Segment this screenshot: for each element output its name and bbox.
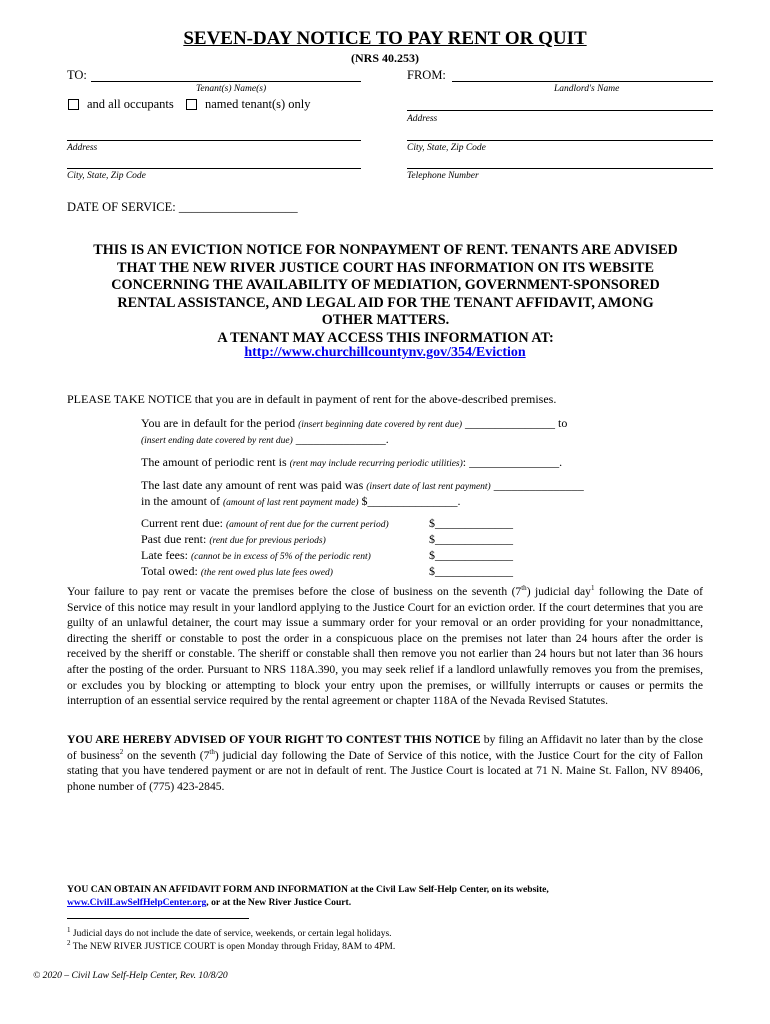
period-begin-hint: (insert beginning date covered by rent due) [298, 420, 462, 430]
contest-text: by filing an Affidavit no later than by the close of business [67, 733, 703, 762]
amount-field[interactable]: $_____________ [429, 548, 513, 562]
landlord-phone-field[interactable] [407, 168, 713, 169]
notice-line: THIS IS AN EVICTION NOTICE FOR NONPAYMENT OF RENT. TENANTS ARE ADVISED [93, 242, 678, 258]
amount-label: Total owed: [141, 564, 198, 578]
landlord-city-caption: City, State, Zip Code [407, 143, 486, 153]
amount-row [141, 564, 541, 580]
amount-label: Current rent due: [141, 516, 223, 530]
last-paid-amount-field[interactable]: $_______________. [361, 494, 461, 508]
amount-hint: (rent due for previous periods) [209, 536, 326, 546]
failure-to-pay-paragraph [67, 584, 703, 709]
periodic-rent-line [141, 455, 562, 470]
amount-field[interactable]: $_____________ [429, 564, 513, 578]
periodic-rent-lead: The amount of periodic rent is [141, 455, 287, 469]
date-of-service-field[interactable]: ___________________ [178, 200, 298, 214]
period-lead: You are in default for the period [141, 416, 296, 430]
last-paid-field[interactable]: _______________ [493, 478, 584, 492]
amounts-table [141, 516, 541, 580]
amount-row [141, 532, 541, 548]
all-occupants-checkbox[interactable] [68, 99, 79, 110]
amount-hint: (amount of rent due for the current period) [225, 520, 389, 530]
date-of-service [67, 200, 298, 215]
period-end-hint: (insert ending date covered by rent due) [141, 436, 293, 446]
affidavit-line: YOU CAN OBTAIN AN AFFIDAVIT FORM AND INFORMATION at the Civil Law Self-Help Center, on its website, [67, 884, 549, 895]
ordinal-suffix: th [521, 584, 527, 593]
contest-notice-paragraph [67, 732, 703, 794]
last-paid-hint: (insert date of last rent payment) [366, 482, 491, 492]
ordinal-suffix: th [209, 747, 215, 756]
amount-label: Past due rent: [141, 532, 207, 546]
failure-text: following the Date of Service of this notice may result in your landlord applying to the Justice Court for an eviction order. If the court determines that you are guilty of an unlawful detainer, the court may issue a summary order for your removal or an order providing for your nonadmittance, directing the sheriff or constable to post the order in a conspicuous place on the premises not later than 24 hours after the order is received by the sheriff or constable. The sheriff or constable shall then remove you not earlier than 24 hours but not later than 36 hours after the posting of the order. Pursuant to NRS 118A.390, you may seek relief if a landlord unlawfully removes you from the premises, or excludes you by blocking or attempting to block your entry upon the premises, or willfully interrupts or causes or permits the interruption of an essential service required by the rental agreement or chapter 118A of the Nevada Revised Statutes. [67, 585, 704, 708]
named-tenants-label: named tenant(s) only [205, 97, 311, 111]
copyright-footer: © 2020 – Civil Law Self-Help Center, Rev. 10/8/20 [33, 970, 228, 981]
amount-label: Late fees: [141, 548, 188, 562]
affidavit-info [67, 883, 703, 909]
contest-text: on the seventh (7 [123, 748, 210, 762]
footnote-text: Judicial days do not include the date of service, weekends, or certain legal holidays. [70, 929, 392, 939]
last-paid-amount-lead: in the amount of [141, 494, 220, 508]
tenant-address-field[interactable] [67, 140, 361, 141]
last-paid-amount-line [141, 494, 461, 509]
contest-heading: YOU ARE HEREBY ADVISED OF YOUR RIGHT TO CONTEST THIS NOTICE [67, 733, 481, 746]
eviction-info-link[interactable]: http://www.churchillcountynv.gov/354/Eviction [244, 345, 526, 360]
footnote-number: 2 [67, 938, 71, 947]
tenant-address-caption: Address [67, 143, 98, 153]
tenant-name-field[interactable] [91, 81, 361, 82]
default-period-line [141, 416, 567, 431]
notice-line: CONCERNING THE AVAILABILITY OF MEDIATION, GOVERNMENT-SPONSORED [111, 277, 660, 293]
landlord-name-caption: Landlord's Name [554, 84, 620, 94]
periodic-rent-hint: (rent may include recurring periodic utilities) [289, 459, 463, 469]
periodic-rent-field[interactable]: : _______________. [462, 455, 563, 469]
last-paid-lead: The last date any amount of rent was paid was [141, 478, 364, 492]
landlord-name-field[interactable] [452, 81, 713, 82]
last-paid-line [141, 478, 584, 493]
amount-row [141, 548, 541, 564]
footnote-text: The NEW RIVER JUSTICE COURT is open Monday through Friday, 8AM to 4PM. [70, 941, 396, 952]
failure-text: ) judicial day [526, 585, 591, 598]
period-begin-field[interactable]: _______________ [465, 416, 555, 430]
named-tenants-checkbox[interactable] [186, 99, 197, 110]
notice-line: RENTAL ASSISTANCE, AND LEGAL AID FOR THE TENANT AFFIDAVIT, AMONG [117, 294, 654, 311]
notice-line: OTHER MATTERS. [321, 312, 450, 328]
footnote-ref: 2 [119, 747, 124, 756]
amount-field[interactable]: $_____________ [429, 532, 513, 546]
landlord-address-field[interactable] [407, 110, 713, 111]
tenant-city-caption: City, State, Zip Code [67, 171, 146, 181]
footnote-ref: 1 [590, 584, 595, 593]
default-period-end-line [141, 432, 389, 447]
period-end-field[interactable]: _______________. [295, 432, 389, 446]
tenant-name-caption: Tenant(s) Name(s) [196, 84, 267, 94]
failure-text: Your failure to pay rent or vacate the premises before the close of business on the seventh (7 [67, 585, 522, 598]
landlord-phone-caption: Telephone Number [407, 171, 479, 181]
landlord-address-caption: Address [407, 114, 438, 124]
self-help-link[interactable]: www.CivilLawSelfHelpCenter.org [67, 897, 207, 908]
landlord-city-field[interactable] [407, 140, 713, 141]
affidavit-tail: , or at the New River Justice Court. [206, 897, 352, 908]
amount-hint: (the rent owed plus late fees owed) [200, 568, 333, 578]
amount-field[interactable]: $_____________ [429, 516, 513, 530]
to-label: TO: [67, 68, 87, 82]
contest-text: ) judicial day following the Date of Service of this notice, with the Justice Court for the city of Fallon stating that you have tendered payment or are not in default of rent. The Justice Court is located at 71 N. Maine St. Fallon, NV 89406, phone number of (775) 423-2845. [67, 748, 703, 793]
footnotes [67, 925, 703, 953]
affidavit-line-2 [67, 896, 703, 909]
please-take-notice: PLEASE TAKE NOTICE that you are in default in payment of rent for the above-described premises. [67, 392, 557, 406]
tenant-city-field[interactable] [67, 168, 361, 169]
period-to: to [558, 416, 568, 430]
amount-row [141, 516, 541, 532]
eviction-notice-block [58, 242, 713, 347]
footnote-divider [67, 918, 249, 919]
footnote [67, 925, 703, 941]
notice-line: THAT THE NEW RIVER JUSTICE COURT HAS INFORMATION ON ITS WEBSITE [117, 259, 654, 276]
from-label: FROM: [407, 68, 446, 82]
date-of-service-label: DATE OF SERVICE: [67, 200, 176, 214]
footnote-number: 1 [67, 925, 71, 934]
all-occupants-label: and all occupants [87, 97, 174, 111]
statute-reference: (NRS 40.253) [351, 51, 419, 65]
document-title: SEVEN-DAY NOTICE TO PAY RENT OR QUIT [183, 28, 587, 49]
amount-hint: (cannot be in excess of 5% of the periodic rent) [190, 552, 371, 562]
last-paid-amount-hint: (amount of last rent payment made) [222, 498, 359, 508]
footnote [67, 938, 703, 954]
notice-line: A TENANT MAY ACCESS THIS INFORMATION AT: [217, 329, 554, 346]
